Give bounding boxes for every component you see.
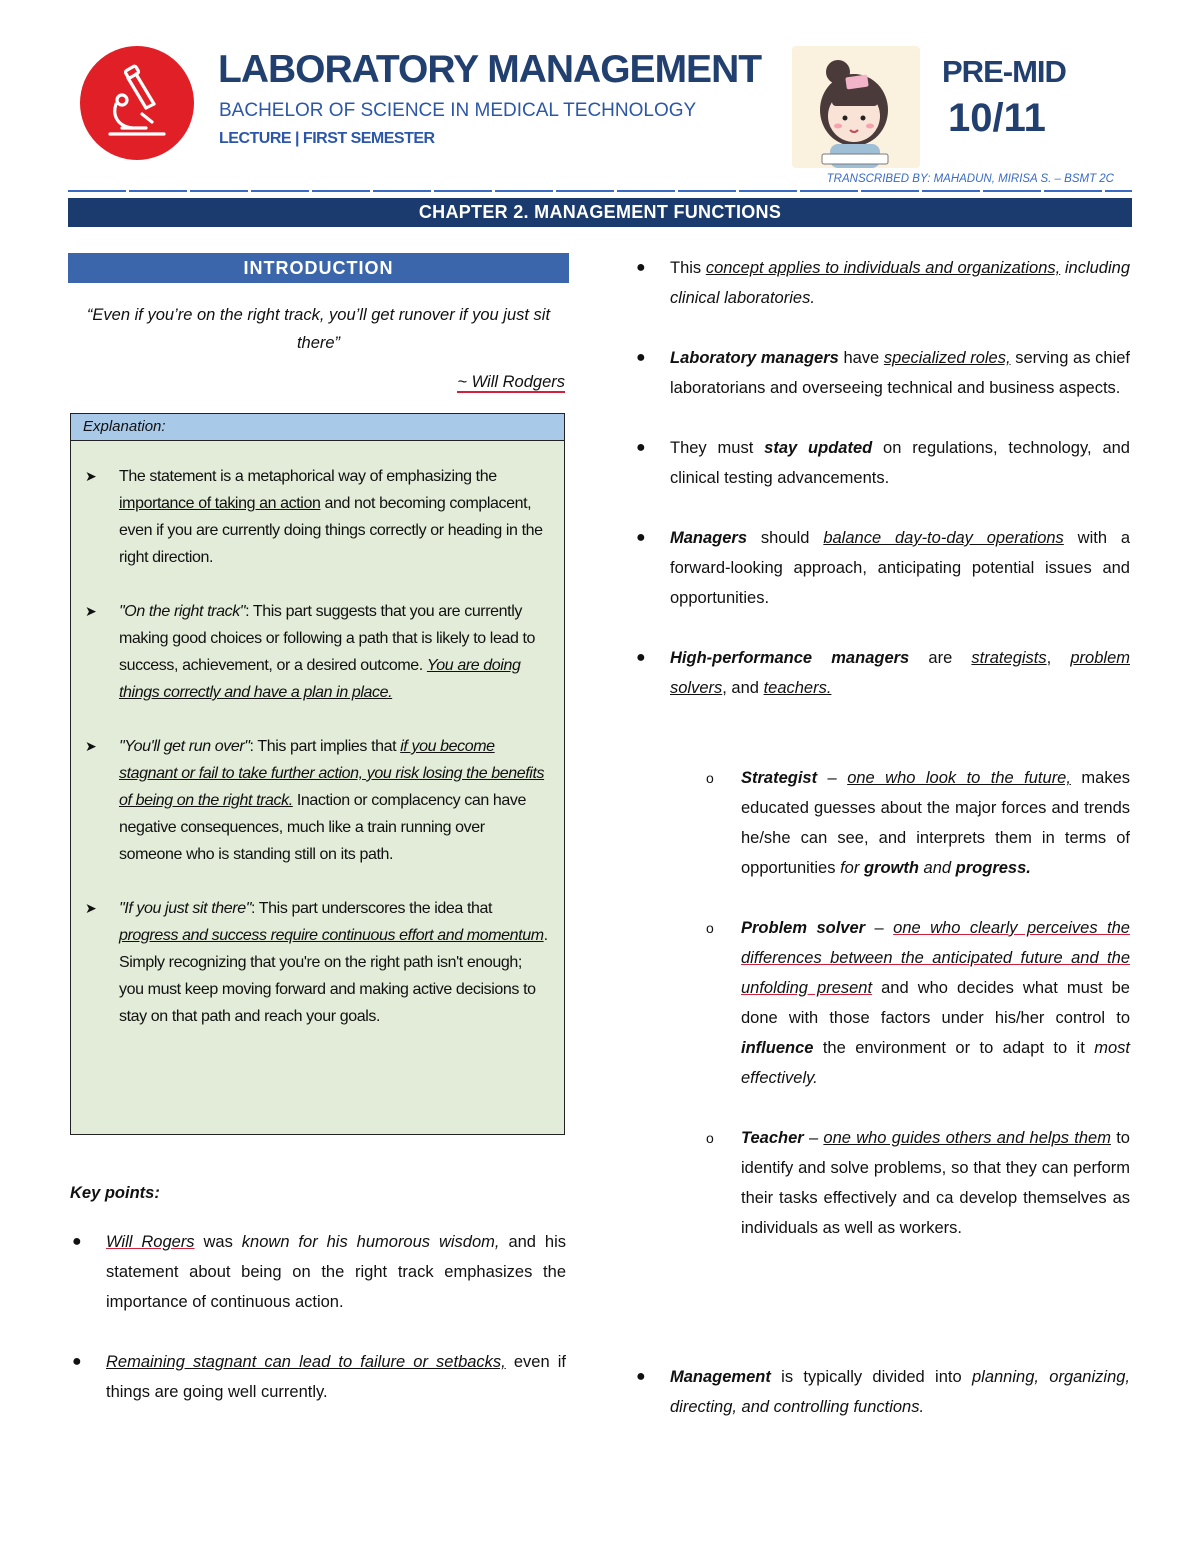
bullet-icon: ● [636, 529, 646, 546]
manager-point-item: ● High-performance managers are strategists, problem solvers, and teachers. [634, 643, 1130, 703]
right-column [634, 253, 1130, 733]
bullet-icon: ● [636, 259, 646, 276]
arrow-bullet-icon: ➤ [85, 900, 97, 916]
arrow-bullet-icon: ➤ [85, 468, 97, 484]
doc-subtitle: BACHELOR OF SCIENCE IN MEDICAL TECHNOLOGY [219, 100, 697, 121]
bullet-icon: ● [72, 1233, 82, 1250]
bullet-icon: ● [636, 439, 646, 456]
circle-bullet-icon: o [706, 770, 714, 786]
manager-point-item: ● They must stay updated on regulations, technology, and clinical testing advancements. [634, 433, 1130, 493]
microscope-icon [102, 64, 172, 142]
management-functions-item: ● Management is typically divided into planning, organizing, directing, and controlling functions. [634, 1362, 1130, 1422]
manager-point-item: ● Managers should balance day-to-day operations with a forward-looking approach, anticipating potential issues and opportunities. [634, 523, 1130, 613]
course-logo [80, 46, 194, 160]
manager-roles-list [704, 763, 1130, 1273]
section-heading-introduction: INTRODUCTION [68, 253, 569, 283]
key-point-item: ● Will Rogers was known for his humorous wisdom, and his statement about being on the right track emphasizes the importance of continuous action. [70, 1227, 566, 1317]
bullet-icon: ● [636, 349, 646, 366]
student-avatar [792, 46, 920, 168]
pre-mid-badge: PRE-MID [942, 54, 1066, 89]
explanation-item: ➤ The statement is a metaphorical way of emphasizing the importance of taking an action and not becoming complacent, even if you are currently doing things correctly or heading in the right direction. [85, 463, 550, 571]
circle-bullet-icon: o [706, 920, 714, 936]
explanation-item: ➤ "You'll get run over": This part implies that if you become stagnant or fail to take further action, you risk losing the benefits of being on the right track. Inaction or complacency can have negative consequences, much like a train running over someone who is standing still on its path. [85, 733, 550, 868]
role-item-problem-solver: o Problem solver – one who clearly perceives the differences between the anticipated future and the unfolding present and who decides what must be done with those factors under his/her control to influence the environment or to adapt to it most effectively. [704, 913, 1130, 1093]
explanation-item: ➤ "On the right track": This part suggests that you are currently making good choices or following a path that is likely to lead to success, achievement, or a desired outcome. You are doing things correctly and have a plan in place. [85, 598, 550, 706]
key-points-list [70, 1227, 566, 1437]
arrow-bullet-icon: ➤ [85, 603, 97, 619]
explanation-item: ➤ "If you just sit there": This part underscores the idea that progress and success require continuous effort and momentum. Simply recognizing that you're on the right path isn't enough; you must keep moving forward and making active decisions to stay on that path and reach your goals. [85, 895, 550, 1030]
manager-point-item: ● This concept applies to individuals and organizations, including clinical laboratories. [634, 253, 1130, 313]
bullet-icon: ● [72, 1353, 82, 1370]
explanation-label: Explanation: [71, 414, 564, 441]
quote-author: ~ Will Rodgers [457, 373, 565, 391]
manager-points-list [634, 253, 1130, 703]
bullet-icon: ● [636, 1368, 646, 1385]
header-divider [68, 190, 1132, 192]
bullet-icon: ● [636, 649, 646, 666]
key-point-item: ● Remaining stagnant can lead to failure or setbacks, even if things are going well currently. [70, 1347, 566, 1407]
chapter-heading: CHAPTER 2. MANAGEMENT FUNCTIONS [68, 198, 1132, 227]
doc-subtitle-2: LECTURE | FIRST SEMESTER [219, 130, 435, 147]
transcriber-credit: TRANSCRIBED BY: MAHADUN, MIRISA S. – BSMT 2C [826, 173, 1114, 185]
circle-bullet-icon: o [706, 1130, 714, 1146]
management-functions-list [634, 1362, 1130, 1422]
role-item-strategist: o Strategist – one who look to the future, makes educated guesses about the major forces and trends he/she can see, and interprets them in terms of opportunities for growth and progress. [704, 763, 1130, 883]
opening-quote: “Even if you’re on the right track, you’ll get runover if you just sit there” [86, 306, 551, 352]
lecture-date: 10/11 [948, 96, 1046, 140]
explanation-box [70, 413, 565, 1135]
role-item-teacher: o Teacher – one who guides others and helps them to identify and solve problems, so that they can perform their tasks effectively and ca develop themselves as individuals as well as workers. [704, 1123, 1130, 1243]
manager-point-item: ● Laboratory managers have specialized roles, serving as chief laboratorians and overseeing technical and business aspects. [634, 343, 1130, 403]
explanation-list [71, 441, 564, 1030]
arrow-bullet-icon: ➤ [85, 738, 97, 754]
doc-title: LABORATORY MANAGEMENT [218, 48, 762, 91]
key-points-title: Key points: [70, 1184, 160, 1202]
